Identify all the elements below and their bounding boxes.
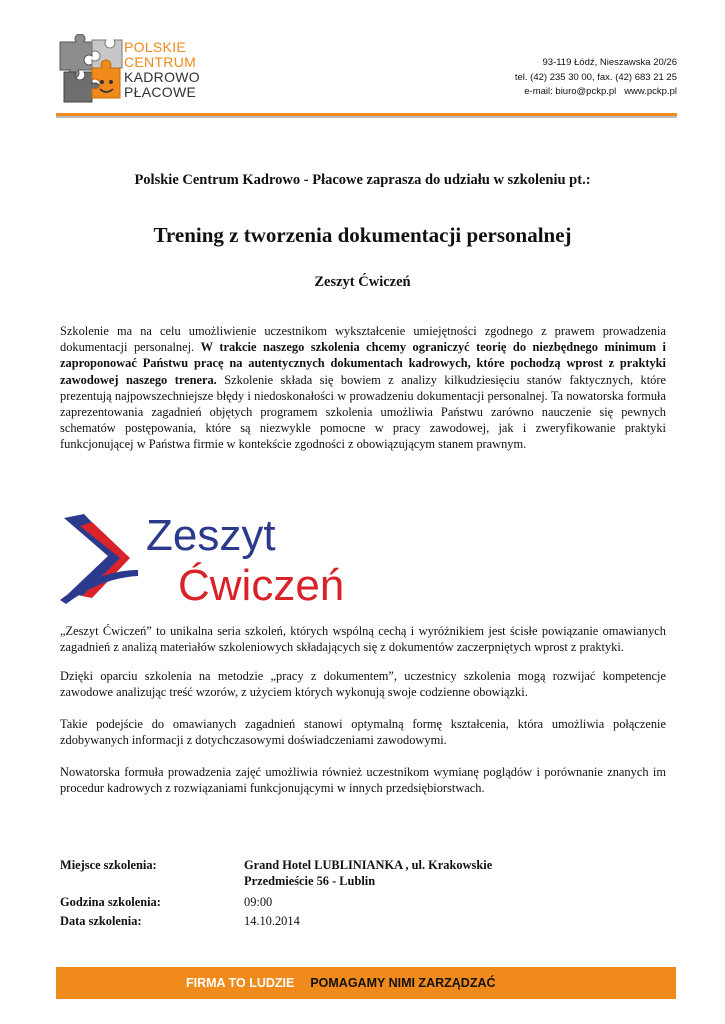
zeszyt-cwiczen-logo — [58, 500, 358, 612]
description-part-a: Szkolenie ma na celu umożliwienie uczestnikom wykształcenie umiejętności zgodnego z prawem prowadzenia dokumentacji personalnej. — [60, 324, 666, 355]
logo-line-1: POLSKIE — [124, 39, 187, 55]
training-subtitle: Zeszyt Ćwiczeń — [314, 274, 411, 290]
time-value: 09:00 — [244, 895, 273, 909]
date-value: 14.10.2014 — [244, 914, 300, 928]
series-paragraph: „Zeszyt Ćwiczeń” to unikalna seria szkoleń, których wspólną cechą i wyróżnikiem jest ścisłe powiązanie omawianych zagadnień z analizą materiałów szkoleniowych składających się z dokumentów zaczerpniętych wprost z praktyki. — [60, 624, 666, 655]
contact-address: 93-119 Łódź, Nieszawska 20/26 — [542, 57, 677, 68]
invitation-line: Polskie Centrum Kadrowo - Płacowe zaprasza do udziału w szkoleniu pt.: — [134, 172, 591, 188]
header-rule-gray — [56, 116, 677, 118]
footer-slogan — [186, 967, 496, 999]
description-paragraph — [60, 323, 666, 453]
approach-paragraph: Takie podejście do omawianych zagadnień stanowi optymalną formę kształcenia, która umożliwia połączenie zdobywanych informacji z dotychczasowymi doświadczeniami zawodowymi. — [60, 717, 666, 748]
place-label: Miejsce szkolenia: — [60, 858, 157, 872]
training-title: Trening z tworzenia dokumentacji personalnej — [153, 223, 572, 247]
place-value-line-2: Przedmieście 56 - Lublin — [244, 874, 376, 888]
footer-banner — [56, 967, 676, 999]
company-logo-text — [124, 40, 200, 100]
series-logo-line-1: Zeszyt — [146, 511, 276, 560]
puzzle-logo-icon — [56, 34, 128, 108]
series-logo-line-2: Ćwiczeń — [178, 561, 345, 610]
method-paragraph: Dzięki oparciu szkolenia na metodzie „pracy z dokumentem”, uczestnicy szkolenia mogą rozwijać kompetencje zawodowe analizując treść wzorów, z użyciem których wykonują swoje codzienne obowiązki. — [60, 669, 666, 700]
time-label: Godzina szkolenia: — [60, 895, 161, 909]
description-bold-part: W trakcie naszego szkolenia chcemy ograniczyć teorię do niezbędnego minimum i zaproponować Państwu pracę na autentycznych dokumentach kadrowych, które pochodzą wprost z praktyki zawodowej naszego trenera. — [60, 340, 666, 387]
footer-slogan-dark: POMAGAMY NIMI ZARZĄDZAĆ — [310, 976, 496, 990]
contact-email-web: e-mail: biuro@pckp.pl www.pckp.pl — [524, 86, 677, 97]
date-label: Data szkolenia: — [60, 914, 142, 928]
formula-paragraph: Nowatorska formuła prowadzenia zajęć umożliwia również uczestnikom wymianę poglądów i porównanie znanych im procedur kadrowych z rozwiązaniami funkcjonującymi w innych przedsiębiorstwach. — [60, 765, 666, 796]
logo-line-2: CENTRUM — [124, 54, 197, 70]
logo-line-4: PŁACOWE — [124, 84, 197, 100]
place-value-line-1: Grand Hotel LUBLINIANKA , ul. Krakowskie — [244, 858, 493, 872]
description-part-c: Szkolenie składa się bowiem z analizy kilkudziesięciu stanów faktycznych, które prezentują najpowszechniejsze błędy i niedoskonałości w prowadzeniu dokumentacji personalnej. Ta nowatorska formuła zaprezentowania zagadnień objętych programem szkolenia umożliwia Państwu zarówno nauczenie się pewnych schematów postępowania, które są niezwykle pomocne w pracy zawodowej, jak i zweryfikowanie praktyki funkcjonującej w Państwa firmie w kontekście zgodności z obowiązującym stanem prawnym. — [60, 372, 666, 452]
logo-line-3: KADROWO — [124, 69, 200, 85]
contact-phones: tel. (42) 235 30 00, fax. (42) 683 21 25 — [514, 71, 677, 83]
footer-slogan-white: FIRMA TO LUDZIE — [186, 976, 295, 990]
contact-info — [515, 56, 677, 100]
letterhead — [0, 0, 725, 122]
